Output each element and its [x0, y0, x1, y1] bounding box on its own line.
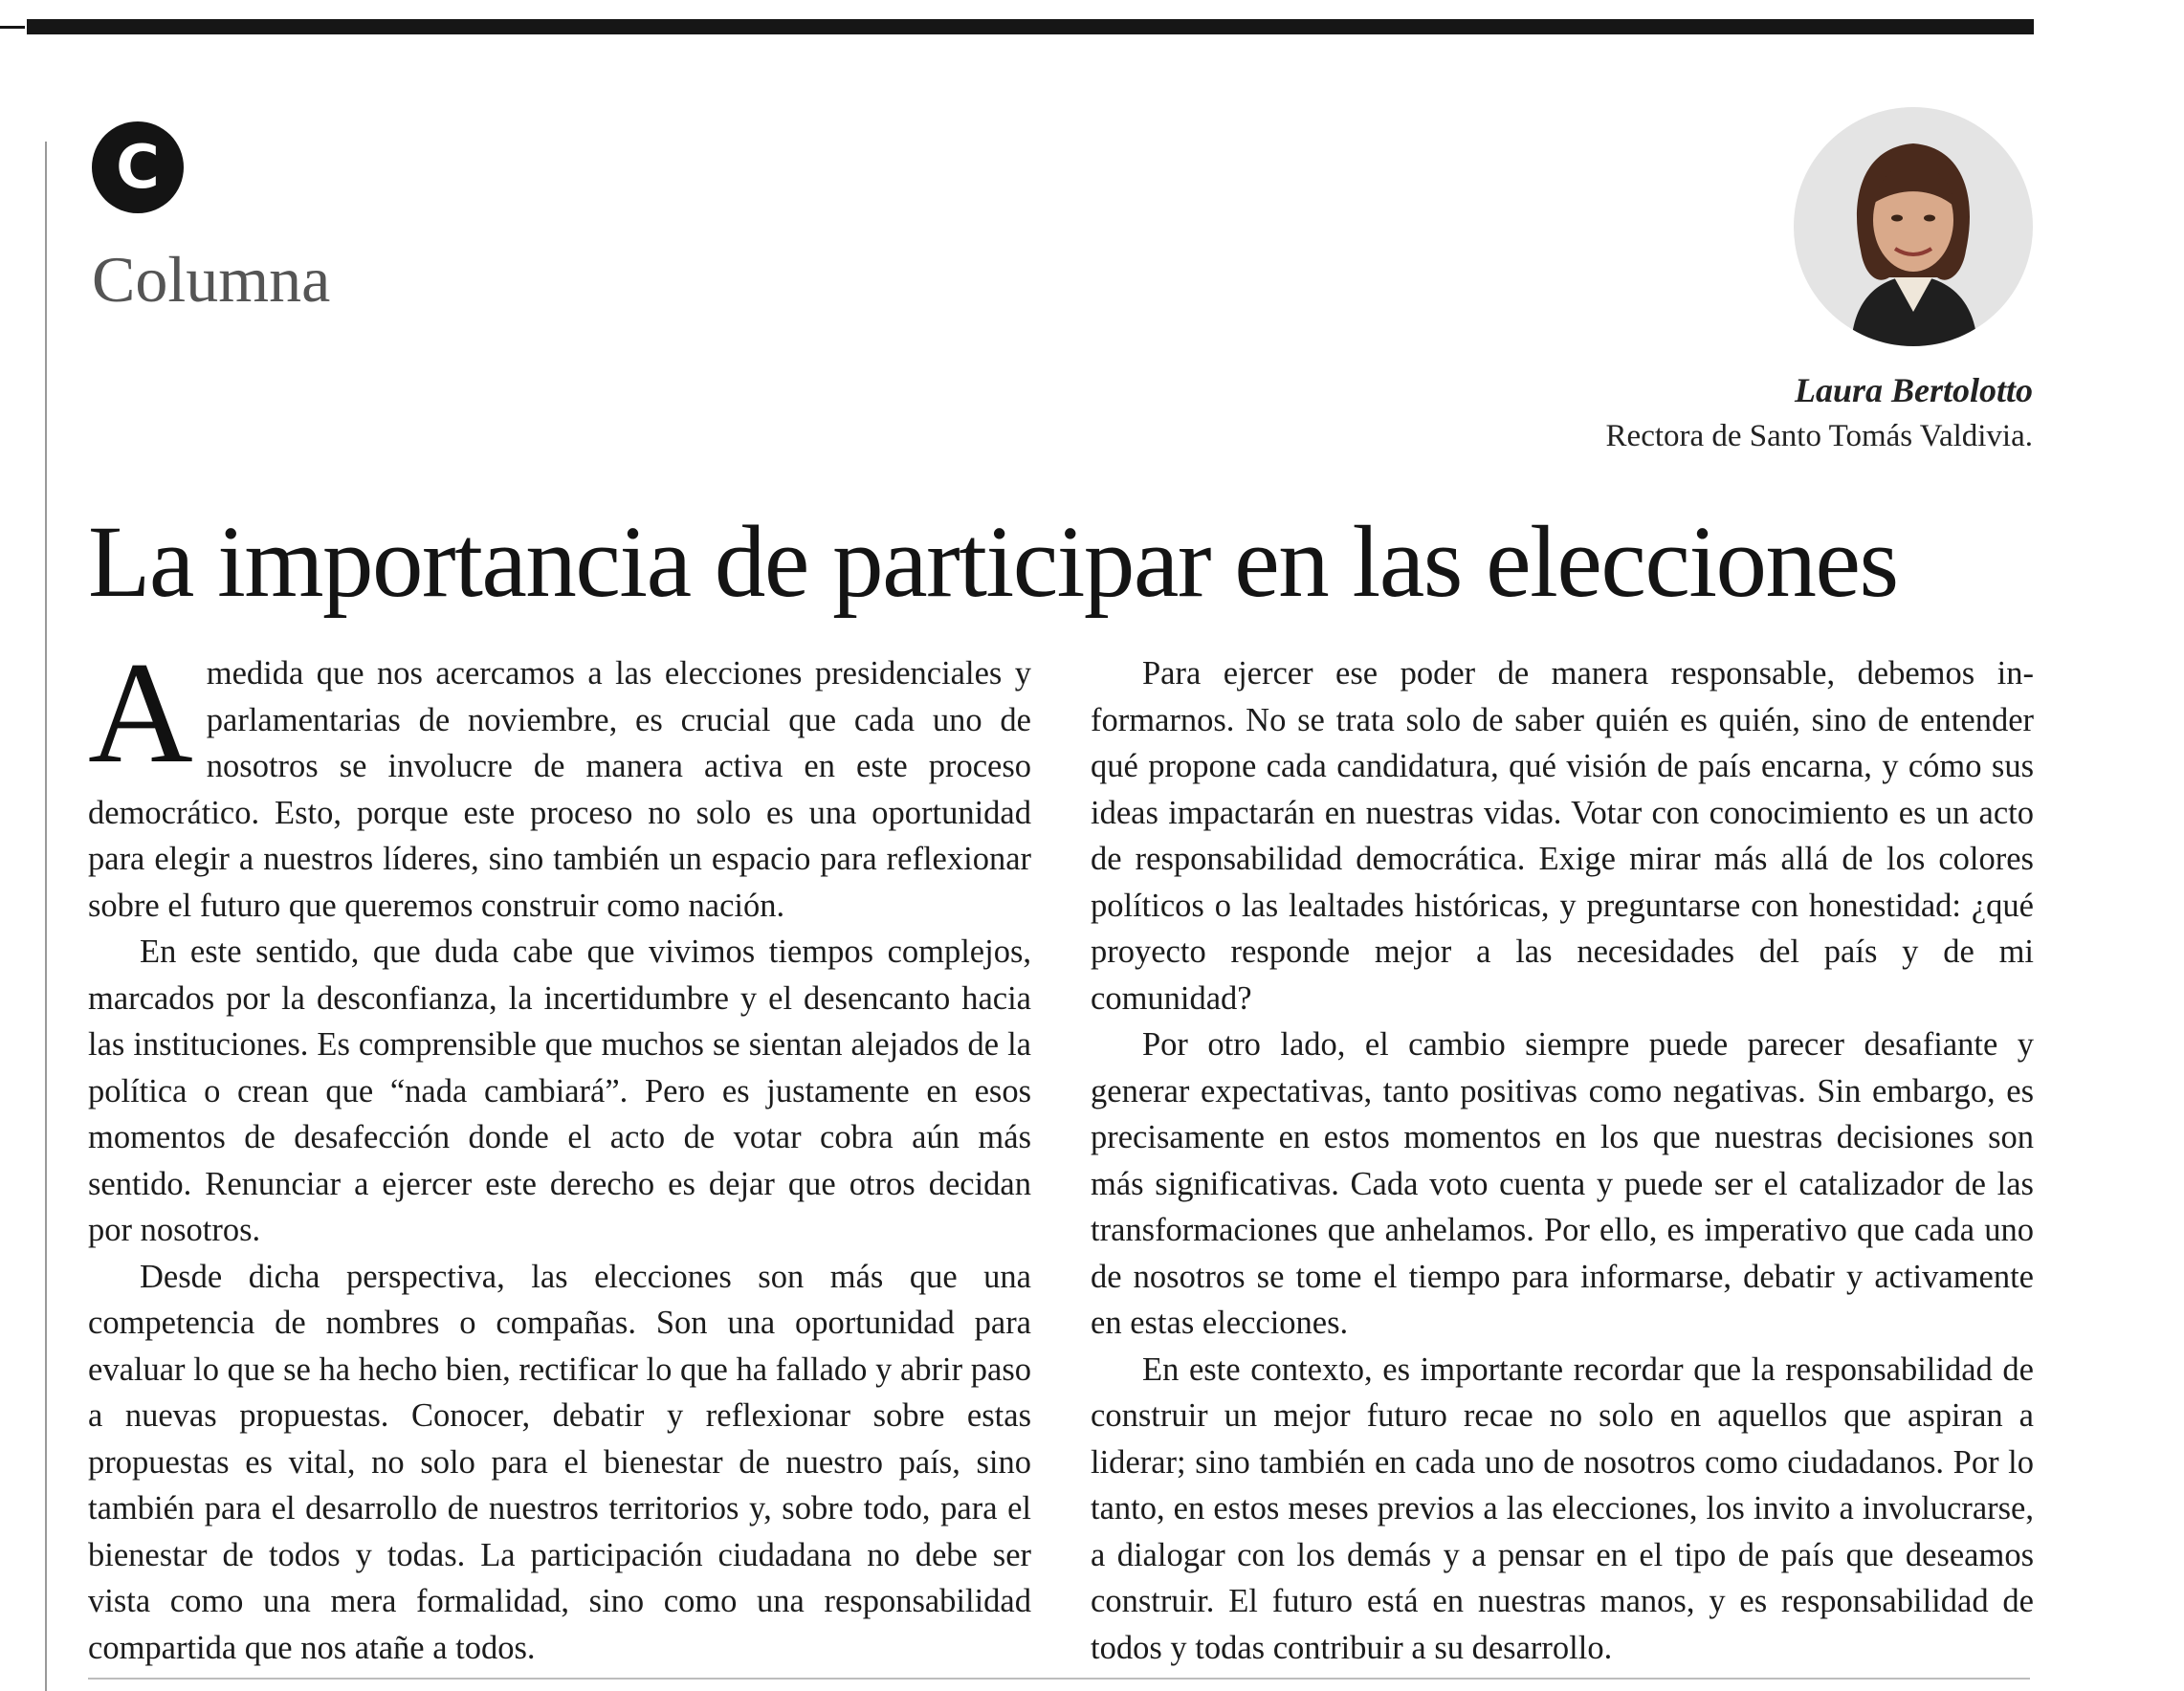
paragraph: Desde dicha perspectiva, las elecciones son más que una competencia de nombres o compañas. Son una oportunidad para evaluar lo que se ha hecho bien, rectificar lo que ha fallado y abrir paso a nuevas propuestas. Conocer, debatir y reflexionar sobre estas propuestas es vital, no solo para el bienestar de nuestro país, sino también para el desarrollo de nuestros territorios y, sobre todo, para el bienestar de todos y todas. La participación ciudadana no debe ser vista como una mera formalidad, sino como una responsabilidad compartida que nos atañe a todos.: [88, 1258, 1031, 1666]
bottom-rule: [88, 1678, 2030, 1680]
author-portrait-illustration: [1794, 107, 2033, 346]
column-logo-icon: C: [92, 121, 184, 213]
paragraph-text: medida que nos acercamos a las elecciones presidenciales y parlamentarias de noviembre, es crucial que cada uno de nosotros se involucre de manera activa en este proceso democrático. Esto, porque este proceso no solo es una oportunidad para elegir a nuestros líderes, sino también un espacio para reflexionar sobre el futuro que queremos construir como nación.: [88, 655, 1031, 924]
paragraph: En este contexto, es importante recordar que la responsabilidad de construir un mejor futuro recae no solo en aquellos que aspiran a liderar; sino también en cada uno de nosotros como ciudadanos. Por lo tanto, en estos meses previos a las elecciones, los invito a involucrarse, a dialogar con los demás y a pensar en el tipo de país que deseamos construir. El futuro está en nuestras manos, y es responsabilidad de todos y todas contribuir a su desarrollo.: [1091, 1351, 2034, 1666]
left-margin-rule: [45, 142, 47, 1691]
article-column-left: [88, 632, 1031, 1671]
paragraph: [88, 632, 1031, 929]
paragraph: Para ejercer ese poder de manera responsable, debemos informarnos. No se trata solo de saber quién es quién, sino de entender qué propone cada candidatura, qué visión de país encarna, y cómo sus ideas impactarán en nuestras vidas. Votar con conocimiento es un acto de responsabilidad democrática. Exige mirar más allá de los colores políticos o las lealtades históricas, y preguntarse con honestidad: ¿qué proyecto responde mejor a las necesidades del país y de mi comunidad?: [1091, 655, 2034, 1017]
article-headline: La importancia de participar en las elecciones: [88, 506, 1898, 619]
paragraph: En este sentido, que duda cabe que vivimos tiempos complejos, marcados por la desconfianza, la incertidumbre y el desencanto hacia las instituciones. Es comprensible que muchos se sientan alejados de la política o crean que “nada cambiará”. Pero es justamente en esos momentos de desafección donde el acto de votar cobra aún más sentido. Renunciar a ejercer este derecho es dejar que otros decidan por nosotros.: [88, 933, 1031, 1248]
drop-cap: A: [88, 632, 193, 793]
top-rule-tick: [0, 26, 25, 29]
author-name: Laura Bertolotto: [1794, 371, 2033, 409]
paragraph: Por otro lado, el cambio siempre puede parecer desafiante y generar expectativas, tanto positivas como negativas. Sin embargo, es precisamente en estos momentos en los que nuestras decisiones son más significativas. Cada voto cuenta y puede ser el catalizador de las transformaciones que anhelamos. Por ello, es imperativo que cada uno de nosotros se tome el tiempo para informarse, debatir y activamente en estas elecciones.: [1091, 1026, 2034, 1341]
article-column-right: [1091, 650, 2034, 1671]
section-label: Columna: [92, 243, 331, 316]
author-photo: [1794, 107, 2033, 346]
author-role: Rectora de Santo Tomás Valdivia.: [1605, 419, 2033, 453]
top-rule: [27, 19, 2034, 34]
